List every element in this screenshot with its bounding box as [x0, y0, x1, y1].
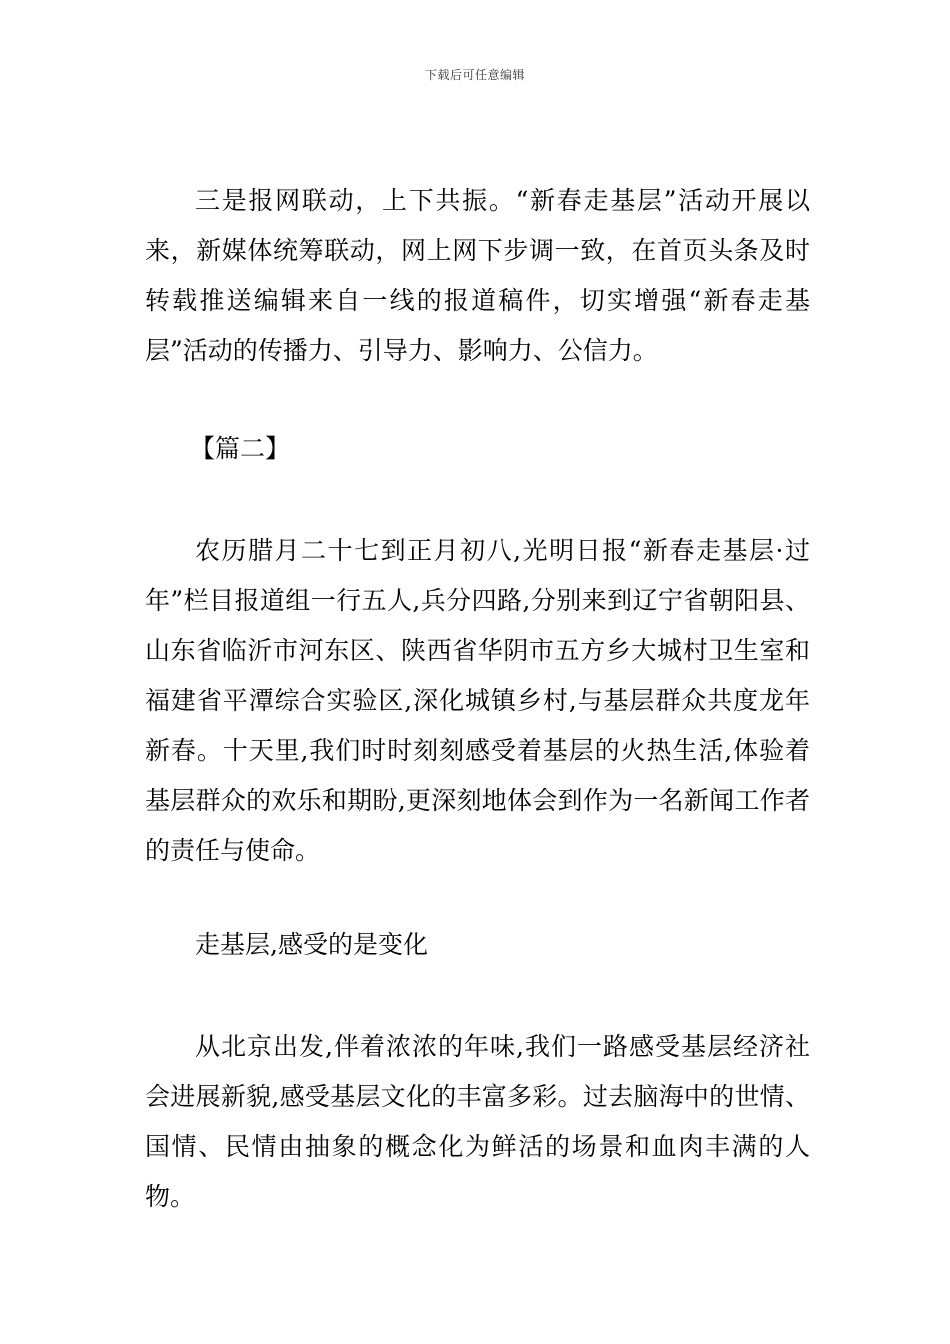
paragraph-reporting-team: 农历腊月二十七到正月初八,光明日报“新春走基层·过年”栏目报道组一行五人,兵分四路,分别来到辽宁省朝阳县、山东省临沂市河东区、陕西省华阴市五方乡大城村卫生室和福建省平潭综合实验区,深化城镇乡村,与基层群众共度龙年新春。十天里,我们时时刻刻感受着基层的火热生活,体验着基层群众的欢乐和期盼,更深刻地体会到作为一名新闻工作者的责任与使命。	[145, 536, 810, 865]
paragraph-from-beijing: 从北京出发,伴着浓浓的年味,我们一路感受基层经济社会进展新貌,感受基层文化的丰富多彩。过去脑海中的世情、国情、民情由抽象的概念化为鲜活的场景和血肉丰满的人物。	[145, 1032, 810, 1211]
section-heading: 【篇二】	[190, 434, 291, 463]
subheading-changes: 走基层,感受的是变化	[195, 930, 428, 959]
paragraph-report-linkage: 三是报网联动，上下共振。“新春走基层”活动开展以来，新媒体统筹联动，网上网下步调一致，在首页头条及时转载推送编辑来自一线的报道稿件，切实增强“新春走基层”活动的传播力、引导力、影响力、公信力。	[145, 186, 810, 365]
header-note: 下载后可任意编辑	[424, 68, 525, 82]
